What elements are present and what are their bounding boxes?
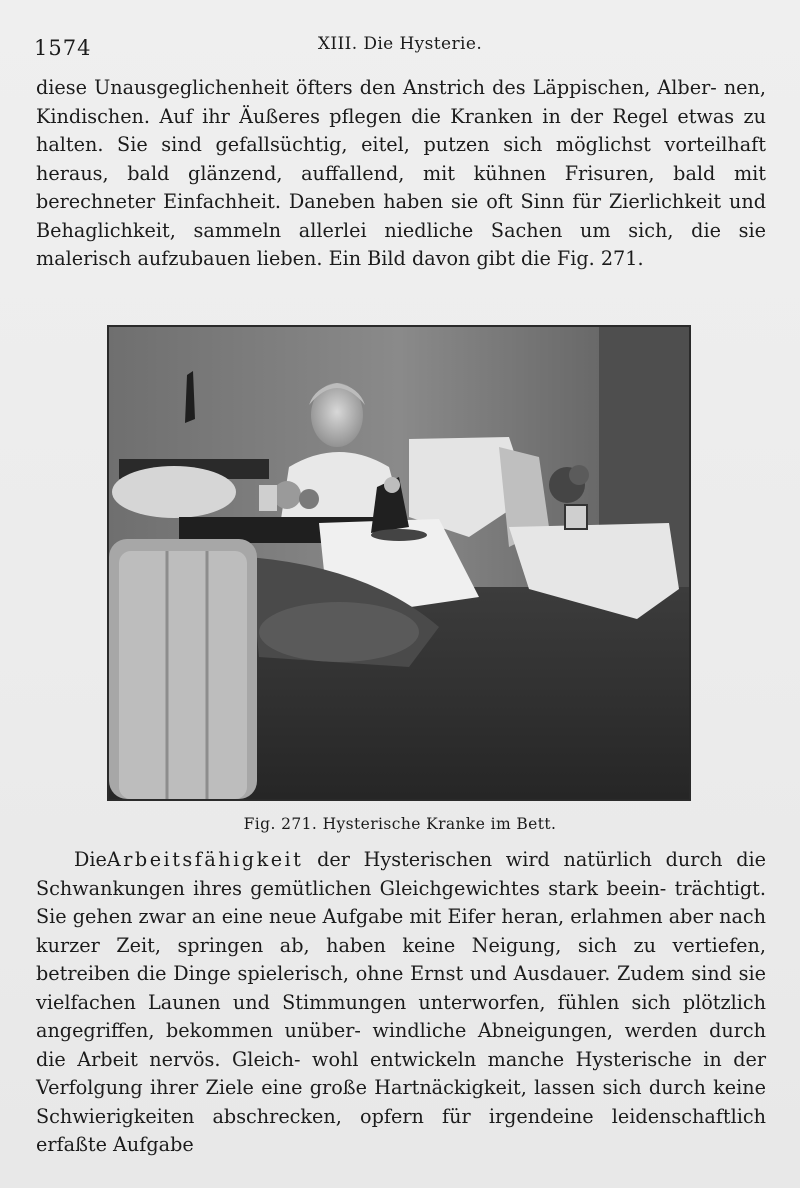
photograph-patient-in-bed	[109, 327, 689, 799]
text-line: trächtigt. Sie gehen zwar an eine neue Aufgabe mit Eifer heran,	[36, 876, 766, 928]
running-title: XIII. Die Hysterie.	[317, 34, 483, 54]
text-line: windliche Abneigungen, werden durch die Arbeit nervös. Gleich-	[36, 1019, 766, 1071]
text-line: möglichst vorteilhaft heraus, bald glänzend, auffallend, mit kühnen	[36, 133, 766, 185]
text-line: Schwankungen ihres gemütlichen Gleichgewichtes stark beein-	[36, 876, 667, 900]
text-line: unterworfen, fühlen sich plötzlich angegriffen, bekommen unüber-	[36, 990, 766, 1042]
text-line: Regel etwas zu halten. Sie sind gefallsüchtig, eitel, putzen sich	[36, 104, 766, 156]
paragraph-lead: Die	[74, 848, 107, 871]
text-line: diese Unausgeglichenheit öfters den Anstrich des Läppischen, Alber-	[36, 76, 717, 99]
text-line: der Hysterischen wird natürlich durch die	[303, 848, 766, 871]
text-line: Sinn für Zierlichkeit und Behaglichkeit, sammeln allerlei niedliche	[36, 190, 766, 242]
text-line: sich zu vertiefen, betreiben die Dinge spielerisch, ohne Ernst und	[36, 933, 766, 985]
paragraph-2	[36, 846, 766, 1160]
text-line: Ausdauer. Zudem sind sie vielfachen Launen und Stimmungen	[36, 962, 767, 1014]
text-line: abschrecken, opfern für irgendeine leidenschaftlich erfaßte Aufgabe	[36, 1104, 766, 1156]
text-line: davon gibt die Fig. 271.	[411, 247, 644, 270]
paragraph-1	[36, 74, 766, 274]
text-line: wohl entwickeln manche Hysterische in der Verfolgung ihrer Ziele	[36, 1047, 767, 1099]
text-line: erlahmen aber nach kurzer Zeit, springen ab, haben keine Neigung,	[36, 905, 766, 957]
figure-photograph	[107, 325, 691, 801]
emphasized-term: Arbeitsfähigkeit	[106, 848, 304, 871]
page-number: 1574	[34, 36, 92, 60]
text-line: eine große Hartnäckigkeit, lassen sich durch keine Schwierigkeiten	[36, 1076, 766, 1128]
figure-caption: Fig. 271. Hysterische Kranke im Bett.	[243, 815, 557, 833]
text-line: Frisuren, bald mit berechneter Einfachheit. Daneben haben sie oft	[36, 161, 766, 213]
text-line: Sachen um sich, die sie malerisch aufzubauen lieben. Ein Bild	[36, 218, 766, 270]
text-line: nen, Kindischen. Auf ihr Äußeres pflegen die Kranken in der	[36, 76, 766, 128]
